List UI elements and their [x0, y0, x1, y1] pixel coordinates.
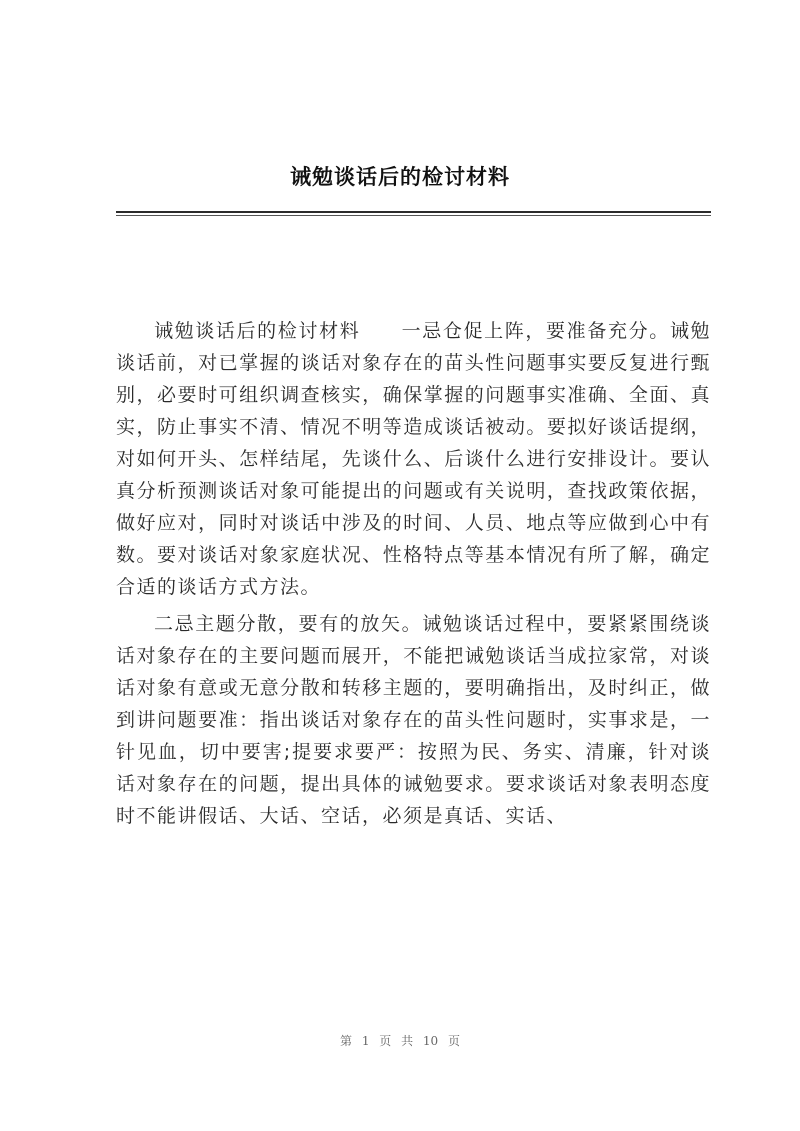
- title-divider: [116, 211, 711, 213]
- title-divider-thin: [116, 215, 711, 216]
- page-number-footer: 第 1 页 共 10 页: [340, 1034, 460, 1048]
- paragraph-1: 诫勉谈话后的检讨材料 一忌仓促上阵，要准备充分。诫勉谈话前，对已掌握的谈话对象存在的苗头性问题事实要反复进行甄别，必要时可组织调查核实，确保掌握的问题事实准确、全面、真实，防止事实不清、情况不明等造成谈话被动。要拟好谈话提纲，对如何开头、怎样结尾，先谈什么、后谈什么进行安排设计。要认真分析预测谈话对象可能提出的问题或有关说明，查找政策依据，做好应对，同时对谈话中涉及的时间、人员、地点等应做到心中有数。要对谈话对象家庭状况、性格特点等基本情况有所了解，确定合适的谈话方式方法。: [116, 320, 711, 598]
- document-body: [116, 315, 711, 837]
- paragraph-2: 二忌主题分散，要有的放矢。诫勉谈话过程中，要紧紧围绕谈话对象存在的主要问题而展开，不能把诫勉谈话当成拉家常，对谈话对象有意或无意分散和转移主题的，要明确指出，及时纠正，做到讲问题要准：指出谈话对象存在的苗头性问题时，实事求是，一针见血，切中要害;提要求要严：按照为民、务实、清廉，针对谈话对象存在的问题，提出具体的诫勉要求。要求谈话对象表明态度时不能讲假话、大话、空话，必须是真话、实话、: [116, 613, 711, 827]
- page-title: 诫勉谈话后的检讨材料: [290, 164, 510, 189]
